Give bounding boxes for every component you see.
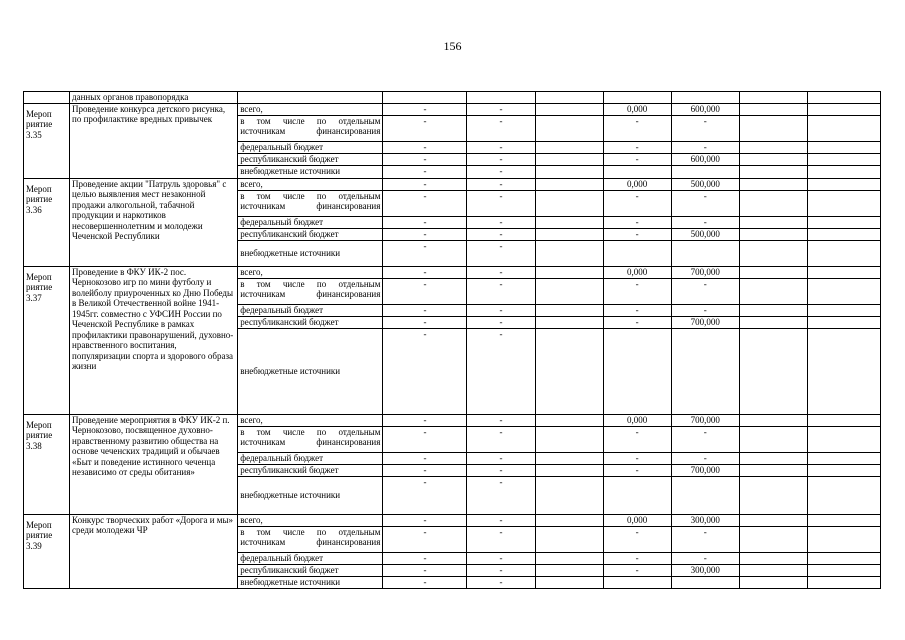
amount-cell-c7 (807, 426, 880, 452)
amount-cell-c5: - (671, 141, 739, 153)
amount-cell-c3 (535, 165, 603, 178)
amount-cell-c5 (671, 576, 739, 588)
funding-source: всего, (238, 514, 383, 526)
amount-cell-c4: - (603, 552, 671, 564)
funding-source: в том числе по отдельным источникам финансирования (238, 526, 383, 552)
amount-cell-c2: - (467, 414, 535, 426)
amount-cell-c2: - (467, 115, 535, 141)
amount-cell-c1: - (383, 328, 467, 414)
amount-cell-c1: - (383, 552, 467, 564)
amount-cell-c2: - (467, 153, 535, 165)
amount-cell-c6 (739, 414, 807, 426)
amount-cell-c1: - (383, 414, 467, 426)
financing-table (23, 91, 881, 589)
amount-cell-c2: - (467, 526, 535, 552)
funding-source: внебюджетные источники (238, 476, 383, 514)
amount-cell-c5: - (671, 278, 739, 304)
amount-cell-c1: - (383, 452, 467, 464)
amount-cell-c6 (739, 426, 807, 452)
amount-cell-c3 (535, 476, 603, 514)
amount-cell-c6 (739, 103, 807, 115)
amount-cell-c2: - (467, 278, 535, 304)
event-label-cell (24, 103, 70, 178)
funding-source: республиканский бюджет (238, 464, 383, 476)
funding-source: в том числе по отдельным источникам финансирования (238, 190, 383, 216)
table-body (24, 92, 881, 589)
amount-cell-c4: - (603, 452, 671, 464)
funding-source: внебюджетные источники (238, 576, 383, 588)
amount-cell-c1: - (383, 426, 467, 452)
amount-cell-c3 (535, 414, 603, 426)
amount-cell-c1: - (383, 266, 467, 278)
amount-cell-c2: - (467, 165, 535, 178)
amount-cell-c7 (807, 452, 880, 464)
amount-cell-c3 (535, 426, 603, 452)
amount-cell-c5: 300,000 (671, 514, 739, 526)
funding-source: федеральный бюджет (238, 552, 383, 564)
amount-cell-c2: - (467, 328, 535, 414)
amount-cell-c4: - (603, 426, 671, 452)
amount-cell-c4 (603, 476, 671, 514)
amount-cell-c4: - (603, 304, 671, 316)
amount-cell-c3 (535, 526, 603, 552)
table-row (24, 178, 881, 190)
event-label-cell (24, 414, 70, 514)
funding-source: в том числе по отдельным источникам финансирования (238, 115, 383, 141)
amount-cell-c5 (671, 476, 739, 514)
amount-cell-c6 (739, 564, 807, 576)
amount-cell-c7 (807, 316, 880, 328)
funding-source: всего, (238, 103, 383, 115)
amount-cell-c4: - (603, 464, 671, 476)
amount-cell-c7 (807, 464, 880, 476)
amount-cell-c1: - (383, 103, 467, 115)
amount-cell-c1: - (383, 228, 467, 240)
funding-source: республиканский бюджет (238, 153, 383, 165)
amount-cell-c7 (807, 526, 880, 552)
page-number: 156 (443, 39, 462, 53)
amount-cell-c5: - (671, 552, 739, 564)
amount-cell-c4: 0,000 (603, 414, 671, 426)
amount-cell-c6 (739, 115, 807, 141)
amount-cell-c6 (739, 141, 807, 153)
amount-cell-c2: - (467, 216, 535, 228)
amount-cell-c7 (807, 178, 880, 190)
amount-cell-c6 (739, 165, 807, 178)
amount-cell-c6 (739, 240, 807, 266)
amount-cell-c3 (535, 240, 603, 266)
amount-cell-c7 (807, 228, 880, 240)
amount-cell-c6 (739, 216, 807, 228)
amount-cell-c1: - (383, 115, 467, 141)
amount-cell-c7 (807, 165, 880, 178)
amount-cell-c7 (807, 266, 880, 278)
amount-cell-c6 (739, 576, 807, 588)
amount-cell-c2: - (467, 266, 535, 278)
event-label: Мероп риятие 3.39 (26, 519, 53, 551)
amount-cell-c4: - (603, 228, 671, 240)
amount-cell-c7 (807, 414, 880, 426)
event-label-cell (24, 266, 70, 414)
amount-cell-c4: - (603, 278, 671, 304)
amount-cell-c4: - (603, 153, 671, 165)
amount-cell-c4: - (603, 564, 671, 576)
amount-cell-c7 (807, 240, 880, 266)
amount-cell-c5: 600,000 (671, 153, 739, 165)
amount-cell-c3 (535, 452, 603, 464)
amount-cell-c3 (535, 115, 603, 141)
amount-cell-c3 (535, 278, 603, 304)
amount-cell-c1: - (383, 514, 467, 526)
amount-cell-c7 (807, 514, 880, 526)
amount-cell-c3 (535, 216, 603, 228)
amount-cell-c3 (535, 552, 603, 564)
amount-cell-c1: - (383, 304, 467, 316)
amount-cell-c5: 700,000 (671, 464, 739, 476)
amount-cell-c7 (807, 103, 880, 115)
amount-cell-c2: - (467, 514, 535, 526)
cont-title-cell: данных органов правопорядка (70, 92, 238, 104)
amount-cell-c6 (739, 514, 807, 526)
table-row (24, 414, 881, 426)
amount-cell-c5: 500,000 (671, 228, 739, 240)
amount-cell-c5: - (671, 190, 739, 216)
funding-source: республиканский бюджет (238, 228, 383, 240)
amount-cell-c2: - (467, 103, 535, 115)
amount-cell-c5: 700,000 (671, 414, 739, 426)
funding-source: всего, (238, 266, 383, 278)
amount-cell-c2: - (467, 476, 535, 514)
amount-cell-c5: - (671, 115, 739, 141)
amount-cell-c3 (535, 328, 603, 414)
amount-cell-c7 (807, 190, 880, 216)
amount-cell-c4 (603, 328, 671, 414)
amount-cell-c1: - (383, 526, 467, 552)
amount-cell-c4: - (603, 216, 671, 228)
amount-cell-c2: - (467, 228, 535, 240)
funding-source: федеральный бюджет (238, 216, 383, 228)
amount-cell-c5: 700,000 (671, 266, 739, 278)
amount-cell-c1: - (383, 564, 467, 576)
event-label-cell (24, 178, 70, 266)
amount-cell-c5: 700,000 (671, 316, 739, 328)
amount-cell-c6 (739, 190, 807, 216)
amount-cell-c6 (739, 316, 807, 328)
amount-cell-c4: - (603, 115, 671, 141)
amount-cell-c7 (807, 115, 880, 141)
amount-cell-c2: - (467, 464, 535, 476)
amount-cell-c3 (535, 228, 603, 240)
amount-cell-c7 (807, 304, 880, 316)
event-title: Проведение конкурса детского рисунка, по профилактике вредных привычек (70, 103, 238, 178)
amount-cell-c1: - (383, 240, 467, 266)
amount-cell-c1: - (383, 464, 467, 476)
funding-source: республиканский бюджет (238, 316, 383, 328)
amount-cell-c5 (671, 240, 739, 266)
amount-cell-c4: - (603, 526, 671, 552)
funding-source: внебюджетные источники (238, 328, 383, 414)
amount-cell-c5: 500,000 (671, 178, 739, 190)
amount-cell-c3 (535, 141, 603, 153)
funding-source: республиканский бюджет (238, 564, 383, 576)
amount-cell-c4: 0,000 (603, 266, 671, 278)
continuation-row (24, 92, 881, 104)
amount-cell-c3 (535, 564, 603, 576)
cont-label-cell (24, 92, 70, 104)
amount-cell-c2: - (467, 240, 535, 266)
amount-cell-c5: - (671, 216, 739, 228)
amount-cell-c2: - (467, 178, 535, 190)
amount-cell-c7 (807, 552, 880, 564)
funding-source: внебюджетные источники (238, 165, 383, 178)
amount-cell-c5: - (671, 526, 739, 552)
amount-cell-c7 (807, 141, 880, 153)
amount-cell-c3 (535, 153, 603, 165)
table-row (24, 266, 881, 278)
amount-cell-c6 (739, 266, 807, 278)
amount-cell-c7 (807, 564, 880, 576)
amount-cell-c6 (739, 552, 807, 564)
amount-cell-c7 (807, 476, 880, 514)
amount-cell-c7 (807, 278, 880, 304)
amount-cell-c5 (671, 328, 739, 414)
event-title: Проведение мероприятия в ФКУ ИК-2 п. Чернокозово, посвященное духовно-нравственному развитию общества на основе чеченских традиций и обычаев «Быт и поведение истинного чеченца независимо от среды обитания» (70, 414, 238, 514)
amount-cell-c2: - (467, 552, 535, 564)
amount-cell-c6 (739, 153, 807, 165)
amount-cell-c3 (535, 316, 603, 328)
amount-cell-c2: - (467, 564, 535, 576)
funding-source: федеральный бюджет (238, 141, 383, 153)
amount-cell-c2: - (467, 452, 535, 464)
amount-cell-c3 (535, 576, 603, 588)
amount-cell-c4: 0,000 (603, 103, 671, 115)
amount-cell-c5: - (671, 304, 739, 316)
amount-cell-c3 (535, 178, 603, 190)
amount-cell-c7 (807, 216, 880, 228)
funding-source: федеральный бюджет (238, 452, 383, 464)
table-row (24, 103, 881, 115)
amount-cell-c2: - (467, 304, 535, 316)
amount-cell-c1: - (383, 165, 467, 178)
amount-cell-c5: 600,000 (671, 103, 739, 115)
event-title: Проведение акции "Патруль здоровья" с целью выявления мест незаконной продажи алкогольной, табачной продукции и наркотиков несовершеннолетним и молодежи Чеченской Республики (70, 178, 238, 266)
amount-cell-c3 (535, 266, 603, 278)
amount-cell-c1: - (383, 178, 467, 190)
amount-cell-c5: 300,000 (671, 564, 739, 576)
amount-cell-c5: - (671, 452, 739, 464)
amount-cell-c3 (535, 304, 603, 316)
event-label: Мероп риятие 3.35 (26, 108, 53, 140)
amount-cell-c1: - (383, 141, 467, 153)
amount-cell-c6 (739, 526, 807, 552)
amount-cell-c1: - (383, 216, 467, 228)
amount-cell-c4 (603, 240, 671, 266)
event-label: Мероп риятие 3.38 (26, 419, 53, 451)
table-row (24, 514, 881, 526)
amount-cell-c3 (535, 103, 603, 115)
amount-cell-c7 (807, 328, 880, 414)
amount-cell-c6 (739, 278, 807, 304)
amount-cell-c1: - (383, 476, 467, 514)
amount-cell-c1: - (383, 190, 467, 216)
amount-cell-c3 (535, 514, 603, 526)
amount-cell-c3 (535, 464, 603, 476)
event-title: Проведение в ФКУ ИК-2 пос. Чернокозово игр по мини футболу и волейболу приуроченных ко Дню Победы в Великой Отечественной войне 1941-1945гг. совместно с УФСИН России по Чеченской Республике в рамках профилактики правонарушений, духовно-нравственного воспитания, популяризации спорта и здорового образа жизни (70, 266, 238, 414)
amount-cell-c6 (739, 228, 807, 240)
amount-cell-c4: - (603, 141, 671, 153)
amount-cell-c1: - (383, 278, 467, 304)
amount-cell-c4: - (603, 316, 671, 328)
funding-source: федеральный бюджет (238, 304, 383, 316)
amount-cell-c2: - (467, 316, 535, 328)
event-label: Мероп риятие 3.37 (26, 271, 53, 303)
amount-cell-c1: - (383, 316, 467, 328)
amount-cell-c6 (739, 452, 807, 464)
amount-cell-c1: - (383, 576, 467, 588)
amount-cell-c4: 0,000 (603, 178, 671, 190)
amount-cell-c6 (739, 476, 807, 514)
amount-cell-c5: - (671, 426, 739, 452)
amount-cell-c2: - (467, 576, 535, 588)
amount-cell-c6 (739, 304, 807, 316)
amount-cell-c2: - (467, 190, 535, 216)
amount-cell-c6 (739, 328, 807, 414)
amount-cell-c2: - (467, 141, 535, 153)
amount-cell-c4: - (603, 190, 671, 216)
amount-cell-c4: 0,000 (603, 514, 671, 526)
event-title: Конкурс творческих работ «Дорога и мы» среди молодежи ЧР (70, 514, 238, 588)
amount-cell-c4 (603, 165, 671, 178)
amount-cell-c7 (807, 576, 880, 588)
funding-source: в том числе по отдельным источникам финансирования (238, 426, 383, 452)
amount-cell-c1: - (383, 153, 467, 165)
funding-source: всего, (238, 178, 383, 190)
amount-cell-c3 (535, 190, 603, 216)
funding-source: внебюджетные источники (238, 240, 383, 266)
amount-cell-c7 (807, 153, 880, 165)
event-label-cell (24, 514, 70, 588)
amount-cell-c6 (739, 464, 807, 476)
event-label: Мероп риятие 3.36 (26, 183, 53, 215)
funding-source: в том числе по отдельным источникам финансирования (238, 278, 383, 304)
amount-cell-c6 (739, 178, 807, 190)
amount-cell-c4 (603, 576, 671, 588)
amount-cell-c5 (671, 165, 739, 178)
amount-cell-c2: - (467, 426, 535, 452)
funding-source: всего, (238, 414, 383, 426)
